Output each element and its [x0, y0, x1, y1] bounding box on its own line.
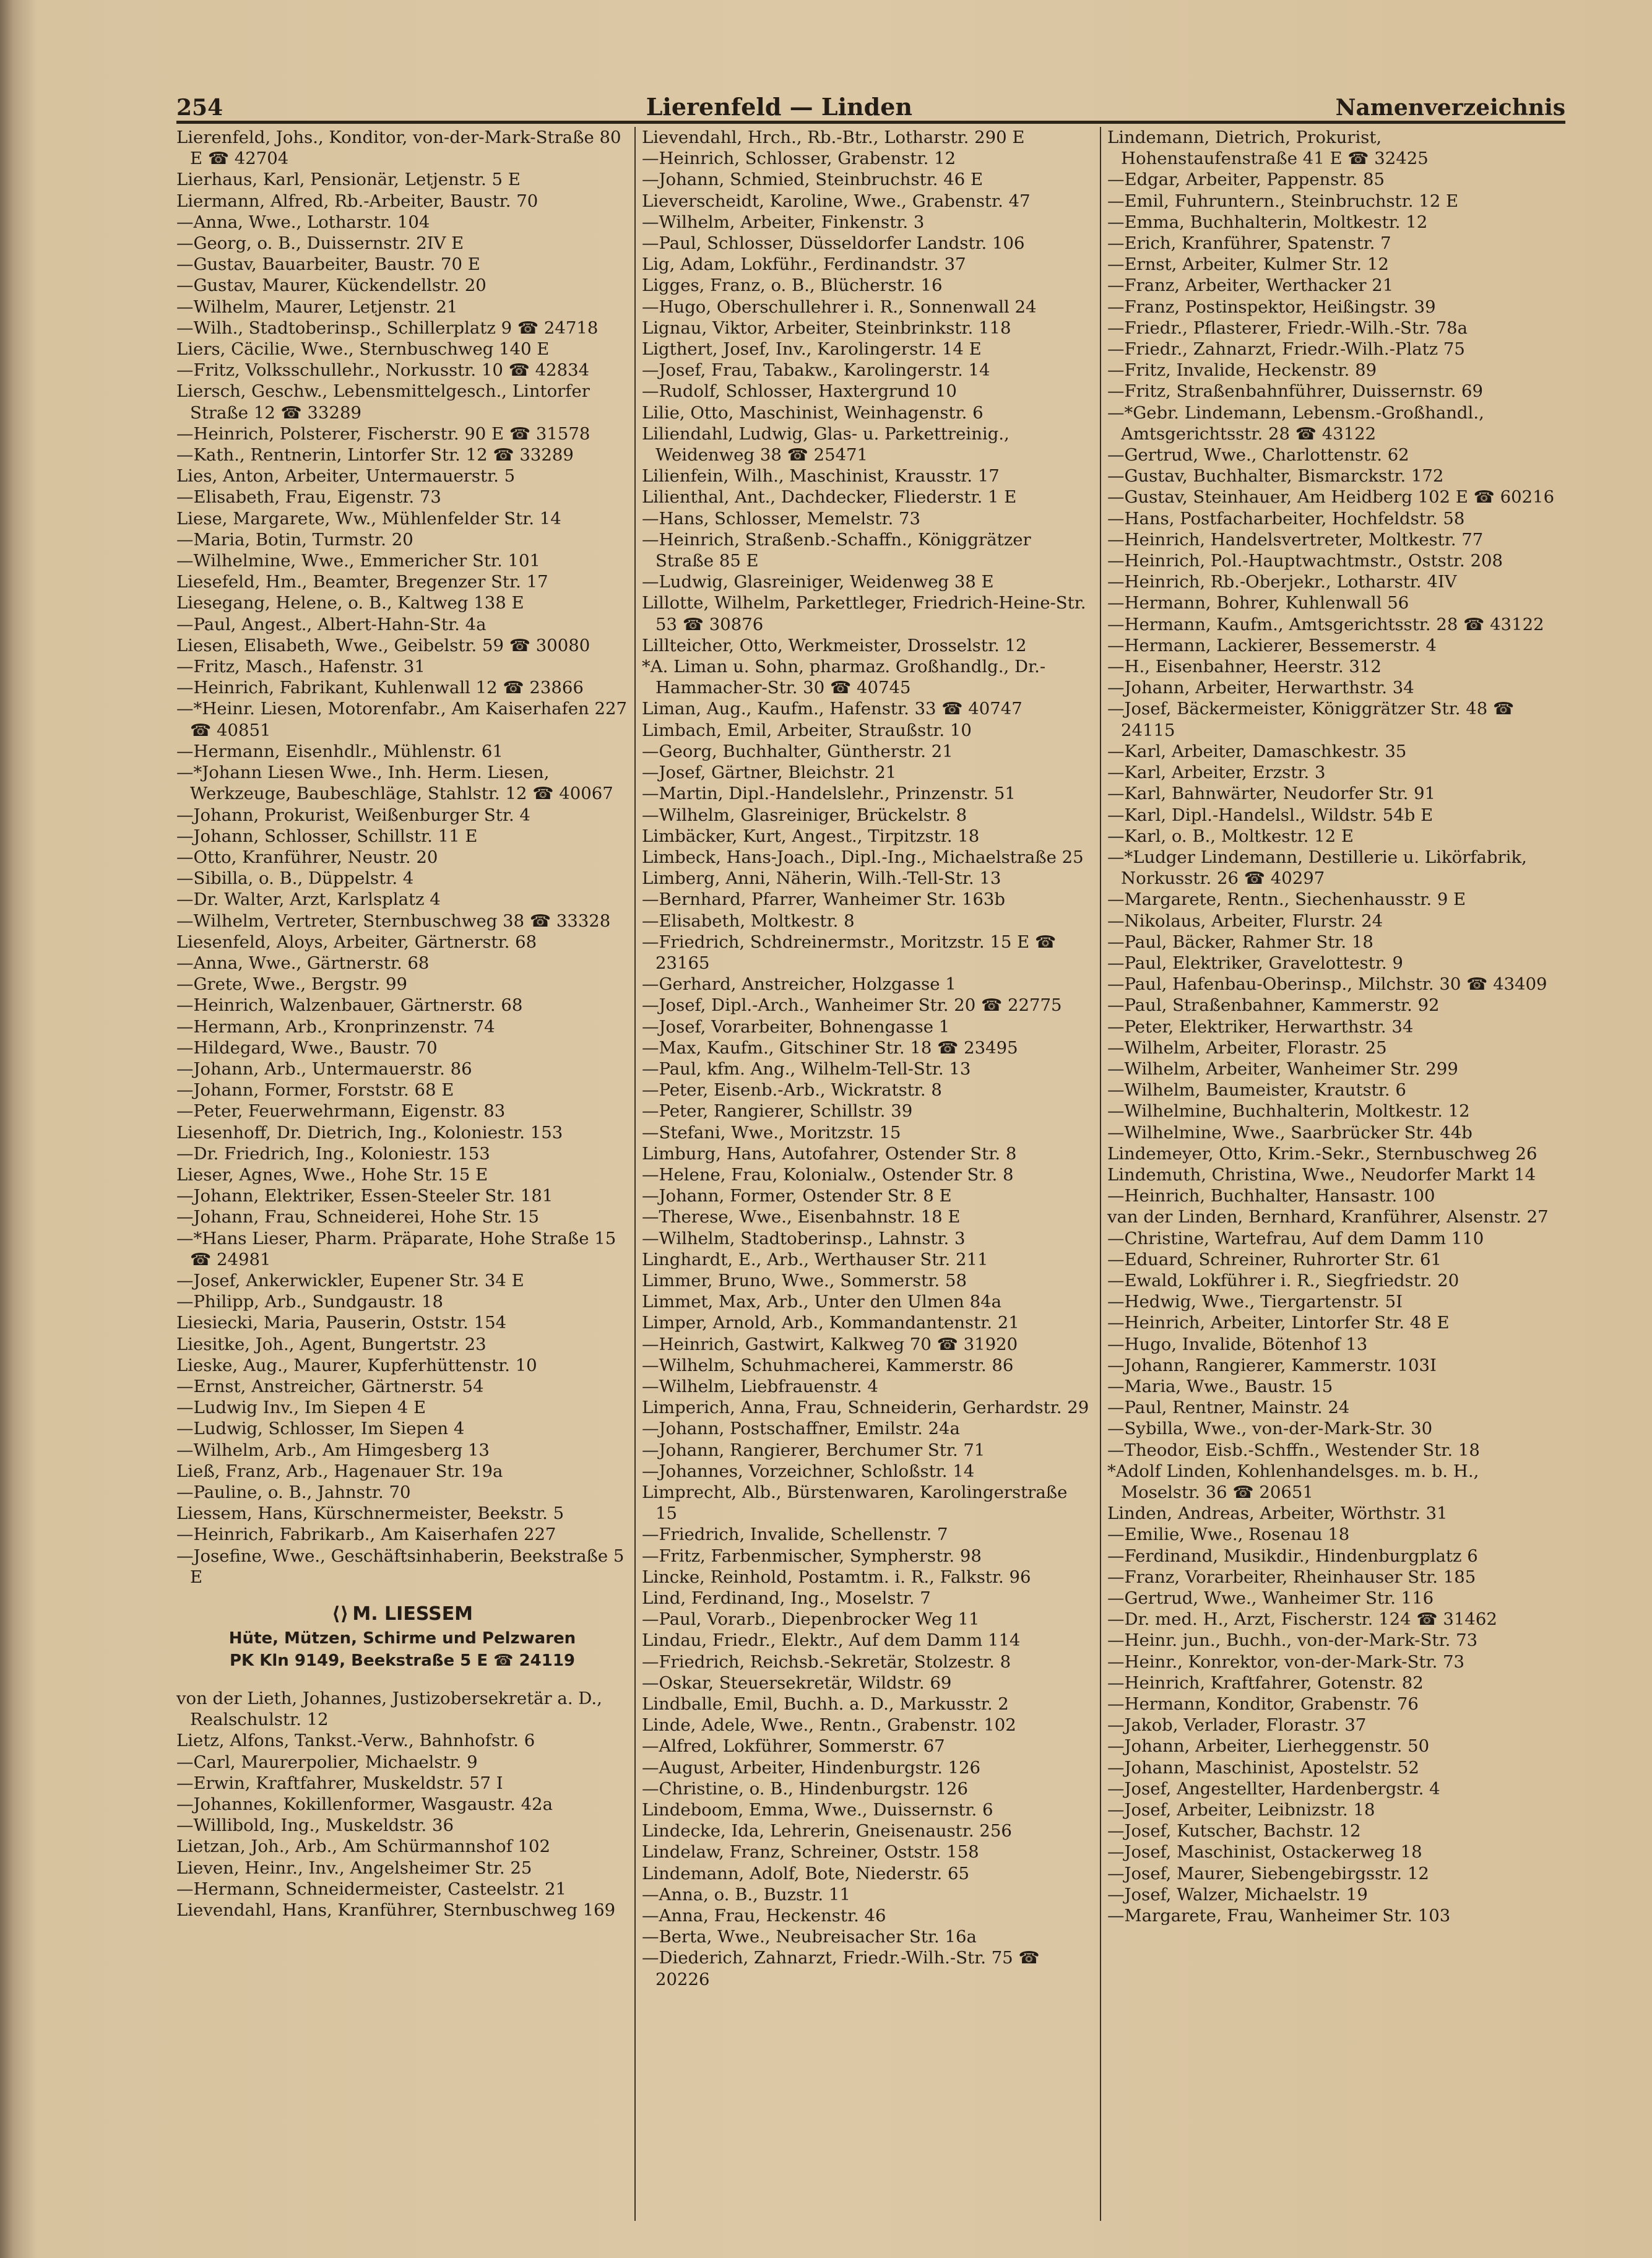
- directory-entry: Liesen, Elisabeth, Wwe., Geibelstr. 59 ☎ 30080: [176, 635, 590, 655]
- directory-entry: —Hermann, Eisenhdlr., Mühlenstr. 61: [176, 741, 503, 761]
- directory-entry: —Sybilla, Wwe., von-der-Mark-Str. 30: [1107, 1419, 1433, 1439]
- directory-entry: Liermann, Alfred, Rb.-Arbeiter, Baustr. 70: [176, 191, 538, 211]
- directory-entry: —Ferdinand, Musikdir., Hindenburgplatz 6: [1107, 1546, 1478, 1566]
- directory-entry: Limburg, Hans, Autofahrer, Ostender Str. 8: [642, 1143, 1017, 1164]
- directory-entry: —Anna, Frau, Heckenstr. 46: [642, 1906, 886, 1926]
- directory-entry: —Ludwig, Glasreiniger, Weidenweg 38 E: [642, 572, 994, 592]
- directory-entry: —Rudolf, Schlosser, Haxtergrund 10: [642, 381, 957, 402]
- directory-entry: —Gustav, Steinhauer, Am Heidberg 102 E ☎ 60216: [1107, 487, 1555, 508]
- directory-entry: —Paul, Rentner, Mainstr. 24: [1107, 1398, 1350, 1418]
- directory-entry: Lilienfein, Wilh., Maschinist, Krausstr. 17: [642, 466, 1000, 487]
- directory-entry: —Maria, Botin, Turmstr. 20: [176, 529, 413, 550]
- directory-entry: Limperich, Anna, Frau, Schneiderin, Gerhardstr. 29: [642, 1398, 1089, 1418]
- directory-entry: —Friedr., Pflasterer, Friedr.-Wilh.-Str. 78a: [1107, 318, 1468, 338]
- directory-entry: —Eduard, Schreiner, Ruhrorter Str. 61: [1107, 1249, 1442, 1270]
- directory-entry: —Franz, Postinspektor, Heißingstr. 39: [1107, 296, 1436, 317]
- directory-entry: —Josef, Arbeiter, Leibnizstr. 18: [1107, 1800, 1375, 1820]
- directory-entry: —Johannes, Vorzeichner, Schloßstr. 14: [642, 1461, 975, 1481]
- directory-entry: Lindemuth, Christina, Wwe., Neudorfer Markt 14: [1107, 1164, 1536, 1185]
- directory-entry: —Emil, Fuhruntern., Steinbruchstr. 12 E: [1107, 191, 1459, 211]
- directory-entry: —Erwin, Kraftfahrer, Muskeldstr. 57 I: [176, 1773, 503, 1793]
- directory-entry: —Peter, Elektriker, Herwarthstr. 34: [1107, 1016, 1414, 1037]
- directory-entry: Lincke, Reinhold, Postamtm. i. R., Falkstr. 96: [642, 1567, 1031, 1587]
- directory-entry: —Josef, Dipl.-Arch., Wanheimer Str. 20 ☎ 22775: [642, 995, 1062, 1016]
- directory-entry: —Wilhelm, Stadtoberinsp., Lahnstr. 3: [642, 1228, 966, 1248]
- directory-entry: —Johann, Arb., Untermauerstr. 86: [176, 1058, 472, 1079]
- directory-entry: —Johann, Maschinist, Apostelstr. 52: [1107, 1757, 1419, 1778]
- directory-entry: —*Gebr. Lindemann, Lebensm.-Großhandl., Amtsgerichtsstr. 28 ☎ 43122: [1107, 402, 1484, 444]
- directory-entry: —Josef, Frau, Tabakw., Karolingerstr. 14: [642, 360, 990, 381]
- directory-entry: —Fritz, Volksschullehr., Norkusstr. 10 ☎ 42834: [176, 360, 590, 381]
- directory-entry: —Wilhelm, Baumeister, Krautstr. 6: [1107, 1080, 1406, 1101]
- directory-entry: —Gustav, Bauarbeiter, Baustr. 70 E: [176, 254, 480, 275]
- directory-entry: —Dr. Walter, Arzt, Karlsplatz 4: [176, 889, 441, 910]
- directory-entry: —Hermann, Arb., Kronprinzenstr. 74: [176, 1016, 495, 1037]
- directory-entry: —Ludwig Inv., Im Siepen 4 E: [176, 1398, 426, 1418]
- directory-entry: —Johann, Elektriker, Essen-Steeler Str. 181: [176, 1186, 553, 1206]
- directory-entry: —Hans, Postfacharbeiter, Hochfeldstr. 58: [1107, 508, 1465, 529]
- directory-entry: Lindelaw, Franz, Schreiner, Oststr. 158: [642, 1842, 979, 1862]
- directory-entry: —Fritz, Straßenbahnführer, Duissernstr. 69: [1107, 381, 1484, 402]
- directory-entry: Lieser, Agnes, Wwe., Hohe Str. 15 E: [176, 1164, 488, 1185]
- directory-entry: —Gustav, Buchhalter, Bismarckstr. 172: [1107, 466, 1444, 487]
- directory-entry: —Friedr., Zahnarzt, Friedr.-Wilh.-Platz 75: [1107, 339, 1465, 360]
- directory-entry: —Erich, Kranführer, Spatenstr. 7: [1107, 233, 1391, 254]
- directory-entry: —Paul, Vorarb., Diepenbrocker Weg 11: [642, 1609, 980, 1630]
- directory-entry: —Bernhard, Pfarrer, Wanheimer Str. 163b: [642, 889, 1006, 910]
- directory-entry: Lievendahl, Hans, Kranführer, Sternbuschweg 169: [176, 1900, 616, 1921]
- directory-entry: —Wilhelm, Liebfrauenstr. 4: [642, 1376, 878, 1396]
- directory-entry: Liersch, Geschw., Lebensmittelgesch., Lintorfer Straße 12 ☎ 33289: [176, 381, 590, 423]
- directory-entry: Lignau, Viktor, Arbeiter, Steinbrinkstr. 118: [642, 318, 1011, 338]
- directory-entry: —Gertrud, Wwe., Wanheimer Str. 116: [1107, 1588, 1434, 1609]
- directory-entry: —Johann, Schmied, Steinbruchstr. 46 E: [642, 170, 984, 190]
- column-1: [176, 127, 636, 2221]
- directory-entry: Lindemann, Dietrich, Prokurist, Hohenstaufenstraße 41 E ☎ 32425: [1107, 128, 1429, 169]
- directory-entry: —Edgar, Arbeiter, Pappenstr. 85: [1107, 170, 1385, 190]
- directory-entry: —Kath., Rentnerin, Lintorfer Str. 12 ☎ 33289: [176, 445, 574, 465]
- directory-entry: —Paul, Hafenbau-Oberinsp., Milchstr. 30 ☎ 43409: [1107, 974, 1547, 995]
- directory-entry: —Hildegard, Wwe., Baustr. 70: [176, 1037, 438, 1058]
- directory-entry: —Paul, Bäcker, Rahmer Str. 18: [1107, 932, 1373, 952]
- directory-entry: Liessem, Hans, Kürschnermeister, Beekstr. 5: [176, 1503, 564, 1524]
- directory-entry: —Wilhelmine, Buchhalterin, Moltkestr. 12: [1107, 1101, 1470, 1122]
- directory-entry: —Paul, kfm. Ang., Wilhelm-Tell-Str. 13: [642, 1058, 971, 1079]
- directory-entry: —Hans, Schlosser, Memelstr. 73: [642, 508, 920, 529]
- directory-entry: —Johann, Rangierer, Berchumer Str. 71: [642, 1440, 985, 1460]
- directory-entry: —Johann, Former, Ostender Str. 8 E: [642, 1186, 952, 1206]
- directory-entry: Limbach, Emil, Arbeiter, Straußstr. 10: [642, 720, 972, 740]
- directory-entry: —Johann, Postschaffner, Emilstr. 24a: [642, 1419, 960, 1439]
- directory-entry: —Hermann, Kaufm., Amtsgerichtsstr. 28 ☎ 43122: [1107, 614, 1544, 634]
- directory-entry: —Emilie, Wwe., Rosenau 18: [1107, 1525, 1350, 1545]
- directory-entry: Lilie, Otto, Maschinist, Weinhagenstr. 6: [642, 402, 984, 423]
- directory-entry: —Sibilla, o. B., Düppelstr. 4: [176, 868, 414, 889]
- directory-entry: —*Johann Liesen Wwe., Inh. Herm. Liesen, Werkzeuge, Baubeschläge, Stahlstr. 12 ☎ 40067: [176, 763, 613, 804]
- directory-entry: Liesitke, Joh., Agent, Bungertstr. 23: [176, 1334, 487, 1354]
- directory-entry: —Max, Kaufm., Gitschiner Str. 18 ☎ 23495: [642, 1037, 1018, 1058]
- directory-entry: Lies, Anton, Arbeiter, Untermauerstr. 5: [176, 466, 516, 487]
- liessem-advertisement: [176, 1601, 628, 1672]
- directory-entry: —Hermann, Konditor, Grabenstr. 76: [1107, 1694, 1419, 1715]
- directory-entry: —Ludwig, Schlosser, Im Siepen 4: [176, 1419, 465, 1439]
- directory-entry: —Therese, Wwe., Eisenbahnstr. 18 E: [642, 1207, 961, 1227]
- directory-entry: —Hugo, Oberschullehrer i. R., Sonnenwall 24: [642, 296, 1037, 317]
- directory-entry: Lilienthal, Ant., Dachdecker, Fliederstr. 1 E: [642, 487, 1017, 508]
- directory-entry: Ligthert, Josef, Inv., Karolingerstr. 14 E: [642, 339, 982, 360]
- directory-entry: —H., Eisenbahner, Heerstr. 312: [1107, 657, 1382, 677]
- directory-entry: *Adolf Linden, Kohlenhandelsges. m. b. H., Moselstr. 36 ☎ 20651: [1107, 1461, 1479, 1502]
- directory-entry: —Ewald, Lokführer i. R., Siegfriedstr. 20: [1107, 1270, 1460, 1291]
- ad-products: Hüte, Mützen, Schirme und Pelzwaren: [228, 1629, 576, 1648]
- directory-entry: —Fritz, Invalide, Heckenstr. 89: [1107, 360, 1377, 381]
- directory-entry: Ließ, Franz, Arb., Hagenauer Str. 19a: [176, 1461, 503, 1481]
- column-1-entries-bottom: [176, 1688, 628, 1921]
- directory-entry: —Jakob, Verlader, Florastr. 37: [1107, 1715, 1367, 1736]
- directory-entry: —Johann, Prokurist, Weißenburger Str. 4: [176, 805, 530, 825]
- directory-entry: —Heinrich, Kraftfahrer, Gotenstr. 82: [1107, 1672, 1424, 1693]
- directory-entry: Lieske, Aug., Maurer, Kupferhüttenstr. 10: [176, 1355, 537, 1375]
- directory-entry: —Berta, Wwe., Neubreisacher Str. 16a: [642, 1927, 977, 1947]
- page-title: Lierenfeld — Linden: [646, 93, 913, 121]
- directory-entry: —Heinrich, Pol.-Hauptwachtmstr., Oststr. 208: [1107, 551, 1503, 571]
- directory-entry: —Anna, o. B., Buzstr. 11: [642, 1884, 850, 1905]
- directory-entry: —Wilhelm, Vertreter, Sternbuschweg 38 ☎ 33328: [176, 911, 611, 931]
- directory-entry: —Josefine, Wwe., Geschäftsinhaberin, Beekstraße 5 E: [176, 1546, 625, 1587]
- directory-entry: —Georg, Buchhalter, Güntherstr. 21: [642, 741, 953, 761]
- directory-entry: Limper, Arnold, Arb., Kommandantenstr. 21: [642, 1313, 1019, 1333]
- directory-entry: —Theodor, Eisb.-Schffn., Westender Str. 18: [1107, 1440, 1480, 1460]
- directory-entry: —Karl, Arbeiter, Damaschkestr. 35: [1107, 741, 1407, 761]
- directory-entry: —Helene, Frau, Kolonialw., Ostender Str. 8: [642, 1164, 1014, 1185]
- directory-entry: —Josef, Ankerwickler, Eupener Str. 34 E: [176, 1270, 524, 1291]
- directory-entry: —Johann, Former, Forststr. 68 E: [176, 1080, 454, 1101]
- directory-entry: —Hugo, Invalide, Bötenhof 13: [1107, 1334, 1368, 1354]
- directory-entry: Lindemeyer, Otto, Krim.-Sekr., Sternbuschweg 26: [1107, 1143, 1537, 1164]
- directory-entry: —Stefani, Wwe., Moritzstr. 15: [642, 1122, 901, 1143]
- directory-entry: —Alfred, Lokführer, Sommerstr. 67: [642, 1736, 945, 1757]
- directory-entry: —Josef, Bäckermeister, Königgrätzer Str. 48 ☎ 24115: [1107, 699, 1515, 740]
- directory-entry: —Willibold, Ing., Muskeldstr. 36: [176, 1815, 454, 1836]
- directory-entry: —Anna, Wwe., Gärtnerstr. 68: [176, 953, 430, 973]
- directory-entry: —Heinrich, Handelsvertreter, Moltkestr. 77: [1107, 529, 1484, 550]
- directory-entry: —Heinrich, Rb.-Oberjekr., Lotharstr. 4IV: [1107, 572, 1457, 592]
- ad-address: PK Kln 9149, Beekstraße 5 E ☎ 24119: [229, 1651, 576, 1671]
- directory-entry: Lind, Ferdinand, Ing., Moselstr. 7: [642, 1588, 931, 1609]
- directory-entry: —Josef, Angestellter, Hardenbergstr. 4: [1107, 1778, 1440, 1799]
- directory-entry: —Christine, Wartefrau, Auf dem Damm 110: [1107, 1228, 1484, 1248]
- directory-entry: Lievendahl, Hrch., Rb.-Btr., Lotharstr. 290 E: [642, 128, 1025, 147]
- directory-entry: Lillotte, Wilhelm, Parkettleger, Friedrich-Heine-Str. 53 ☎ 30876: [642, 593, 1086, 634]
- directory-entry: —Josef, Vorarbeiter, Bohnengasse 1: [642, 1016, 950, 1037]
- directory-entry: —Heinrich, Straßenb.-Schaffn., Königgrätzer Straße 85 E: [642, 529, 1031, 571]
- directory-entry: Liers, Cäcilie, Wwe., Sternbuschweg 140 E: [176, 339, 550, 360]
- directory-entry: —Gerhard, Anstreicher, Holzgasse 1: [642, 974, 956, 995]
- directory-entry: —Franz, Arbeiter, Werthacker 21: [1107, 275, 1394, 296]
- directory-entry: —Josef, Maschinist, Ostackerweg 18: [1107, 1842, 1422, 1862]
- directory-entry: —Georg, o. B., Duissernstr. 2IV E: [176, 233, 464, 254]
- directory-entry: —Carl, Maurerpolier, Michaelstr. 9: [176, 1752, 478, 1772]
- directory-entry: Lindau, Friedr., Elektr., Auf dem Damm 114: [642, 1630, 1021, 1651]
- directory-entry: —Oskar, Steuersekretär, Wildstr. 69: [642, 1672, 952, 1693]
- directory-entry: —Wilhelm, Arbeiter, Finkenstr. 3: [642, 212, 925, 232]
- directory-entry: —Wilhelmine, Wwe., Saarbrücker Str. 44b: [1107, 1122, 1473, 1143]
- directory-entry: —Philipp, Arb., Sundgaustr. 18: [176, 1292, 443, 1312]
- directory-entry: *A. Liman u. Sohn, pharmaz. Großhandlg., Dr.-Hammacher-Str. 30 ☎ 40745: [642, 657, 1046, 698]
- directory-entry: —Johann, Arbeiter, Lierheggenstr. 50: [1107, 1736, 1430, 1757]
- directory-entry: —Margarete, Frau, Wanheimer Str. 103: [1107, 1906, 1451, 1926]
- directory-entry: Linde, Adele, Wwe., Rentn., Grabenstr. 102: [642, 1715, 1016, 1736]
- directory-entry: —Wilhelm, Maurer, Letjenstr. 21: [176, 296, 458, 317]
- directory-entry: Lieverscheidt, Karoline, Wwe., Grabenstr. 47: [642, 191, 1031, 211]
- directory-entry: —Margarete, Rentn., Siechenhausstr. 9 E: [1107, 889, 1466, 910]
- directory-entry: —August, Arbeiter, Hindenburgstr. 126: [642, 1757, 981, 1778]
- directory-entry: —Friedrich, Reichsb.-Sekretär, Stolzestr. 8: [642, 1651, 1011, 1672]
- directory-entry: Lindeboom, Emma, Wwe., Duissernstr. 6: [642, 1800, 993, 1820]
- directory-entry: —*Heinr. Liesen, Motorenfabr., Am Kaiserhafen 227 ☎ 40851: [176, 699, 627, 740]
- directory-entry: —Karl, Dipl.-Handelsl., Wildstr. 54b E: [1107, 805, 1434, 825]
- column-3: [1101, 127, 1565, 2221]
- directory-entry: —*Ludger Lindemann, Destillerie u. Likörfabrik, Norkusstr. 26 ☎ 40297: [1107, 847, 1527, 889]
- directory-entry: —Pauline, o. B., Jahnstr. 70: [176, 1482, 411, 1502]
- directory-entry: —Franz, Vorarbeiter, Rheinhauser Str. 185: [1107, 1567, 1476, 1587]
- directory-entry: —Grete, Wwe., Bergstr. 99: [176, 974, 407, 995]
- directory-entry: Lillteicher, Otto, Werkmeister, Drosselstr. 12: [642, 635, 1027, 655]
- directory-entry: —Nikolaus, Arbeiter, Flurstr. 24: [1107, 911, 1383, 931]
- directory-entry: Liesefeld, Hm., Beamter, Bregenzer Str. 17: [176, 572, 548, 592]
- directory-entry: Limbeck, Hans-Joach., Dipl.-Ing., Michaelstraße 25: [642, 847, 1084, 867]
- directory-entry: —Martin, Dipl.-Handelslehr., Prinzenstr. 51: [642, 784, 1016, 804]
- directory-entry: —Paul, Elektriker, Gravelottestr. 9: [1107, 953, 1403, 973]
- directory-entry: Lierenfeld, Johs., Konditor, von-der-Mark-Straße 80 E ☎ 42704: [176, 128, 621, 169]
- hat-logo-icon: ⟨⟩: [331, 1603, 349, 1625]
- directory-entry: —Hermann, Schneidermeister, Casteelstr. 21: [176, 1879, 566, 1899]
- directory-entry: —Hedwig, Wwe., Tiergartenstr. 5I: [1107, 1292, 1403, 1312]
- directory-entry: —Gertrud, Wwe., Charlottenstr. 62: [1107, 445, 1409, 465]
- directory-entry: —Heinrich, Polsterer, Fischerstr. 90 E ☎ 31578: [176, 423, 590, 444]
- directory-entry: Liesenhoff, Dr. Dietrich, Ing., Koloniestr. 153: [176, 1122, 563, 1143]
- directory-entry: van der Linden, Bernhard, Kranführer, Alsenstr. 27: [1107, 1207, 1549, 1227]
- directory-entry: —Heinrich, Fabrikarb., Am Kaiserhafen 227: [176, 1525, 556, 1545]
- directory-entry: —Friedrich, Schdreinermstr., Moritzstr. 15 E ☎ 23165: [642, 932, 1057, 973]
- directory-entry: Limmer, Bruno, Wwe., Sommerstr. 58: [642, 1270, 967, 1291]
- directory-entry: Liesiecki, Maria, Pauserin, Oststr. 154: [176, 1313, 507, 1333]
- page-header: [176, 84, 1565, 124]
- directory-entry: —*Hans Lieser, Pharm. Präparate, Hohe Straße 15 ☎ 24981: [176, 1228, 616, 1270]
- directory-entry: Lig, Adam, Lokführ., Ferdinandstr. 37: [642, 254, 966, 275]
- directory-entry: —Josef, Walzer, Michaelstr. 19: [1107, 1884, 1368, 1905]
- directory-entry: —Josef, Kutscher, Bachstr. 12: [1107, 1821, 1361, 1841]
- directory-entry: —Dr. med. H., Arzt, Fischerstr. 124 ☎ 31462: [1107, 1609, 1497, 1630]
- directory-entry: —Wilhelm, Arb., Am Himgesberg 13: [176, 1440, 490, 1460]
- column-2: [636, 127, 1101, 2221]
- ad-company: ⟨⟩ M. LIESSEM: [176, 1601, 628, 1627]
- directory-entry: —Karl, Bahnwärter, Neudorfer Str. 91: [1107, 784, 1436, 804]
- directory-entry: —Ernst, Arbeiter, Kulmer Str. 12: [1107, 254, 1389, 275]
- directory-entry: Linden, Andreas, Arbeiter, Wörthstr. 31: [1107, 1503, 1448, 1524]
- directory-entry: —Paul, Straßenbahner, Kammerstr. 92: [1107, 995, 1440, 1016]
- section-title: Namenverzeichnis: [1335, 95, 1565, 121]
- directory-entry: Lieven, Heinr., Inv., Angelsheimer Str. 25: [176, 1858, 532, 1878]
- columns: [176, 127, 1565, 2221]
- directory-entry: —Maria, Wwe., Baustr. 15: [1107, 1376, 1333, 1396]
- directory-entry: —Elisabeth, Moltkestr. 8: [642, 911, 855, 931]
- directory-entry: —Wilhelm, Arbeiter, Florastr. 25: [1107, 1037, 1387, 1058]
- directory-entry: —Johann, Arbeiter, Herwarthstr. 34: [1107, 678, 1414, 698]
- directory-entry: —Johann, Rangierer, Kammerstr. 103I: [1107, 1355, 1437, 1375]
- directory-entry: —Johann, Frau, Schneiderei, Hohe Str. 15: [176, 1207, 539, 1227]
- directory-entry: Liese, Margarete, Ww., Mühlenfelder Str. 14: [176, 508, 561, 529]
- directory-entry: Lierhaus, Karl, Pensionär, Letjenstr. 5 E: [176, 170, 521, 190]
- directory-entry: Limmet, Max, Arb., Unter den Ulmen 84a: [642, 1292, 1001, 1312]
- directory-entry: —Josef, Gärtner, Bleichstr. 21: [642, 763, 897, 783]
- directory-entry: —Gustav, Maurer, Kückendellstr. 20: [176, 275, 487, 296]
- directory-entry: Lietz, Alfons, Tankst.-Verw., Bahnhofstr. 6: [176, 1731, 535, 1751]
- directory-entry: —Ernst, Anstreicher, Gärtnerstr. 54: [176, 1376, 484, 1396]
- directory-entry: Lindecke, Ida, Lehrerin, Gneisenaustr. 256: [642, 1821, 1012, 1841]
- directory-entry: Linghardt, E., Arb., Werthauser Str. 211: [642, 1249, 988, 1270]
- directory-entry: Limberg, Anni, Näherin, Wilh.-Tell-Str. 13: [642, 868, 1001, 889]
- directory-entry: —Hermann, Lackierer, Bessemerstr. 4: [1107, 635, 1437, 655]
- directory-entry: Liesegang, Helene, o. B., Kaltweg 138 E: [176, 593, 524, 613]
- directory-entry: Liesenfeld, Aloys, Arbeiter, Gärtnerstr. 68: [176, 932, 537, 952]
- directory-entry: —Heinrich, Buchhalter, Hansastr. 100: [1107, 1186, 1435, 1206]
- directory-entry: —Dr. Friedrich, Ing., Koloniestr. 153: [176, 1143, 490, 1164]
- directory-entry: —Diederich, Zahnarzt, Friedr.-Wilh.-Str. 75 ☎ 20226: [642, 1948, 1040, 1989]
- directory-entry: —Hermann, Bohrer, Kuhlenwall 56: [1107, 593, 1409, 613]
- directory-entry: —Peter, Rangierer, Schillstr. 39: [642, 1101, 913, 1122]
- directory-entry: —Peter, Feuerwehrmann, Eigenstr. 83: [176, 1101, 506, 1122]
- directory-entry: —Anna, Wwe., Lotharstr. 104: [176, 212, 430, 232]
- directory-entry: Liman, Aug., Kaufm., Hafenstr. 33 ☎ 40747: [642, 699, 1023, 719]
- directory-entry: —Karl, o. B., Moltkestr. 12 E: [1107, 826, 1354, 846]
- directory-entry: —Wilhelmine, Wwe., Emmericher Str. 101: [176, 551, 541, 571]
- directory-entry: —Otto, Kranführer, Neustr. 20: [176, 847, 438, 867]
- directory-entry: —Friedrich, Invalide, Schellenstr. 7: [642, 1525, 948, 1545]
- directory-entry: Ligges, Franz, o. B., Blücherstr. 16: [642, 275, 943, 296]
- column-1-entries-top: [176, 127, 628, 1588]
- directory-entry: —Emma, Buchhalterin, Moltkestr. 12: [1107, 212, 1428, 232]
- directory-entry: Limbäcker, Kurt, Angest., Tirpitzstr. 18: [642, 826, 980, 846]
- directory-entry: —Wilhelm, Glasreiniger, Brückelstr. 8: [642, 805, 967, 825]
- directory-entry: —Wilhelm, Arbeiter, Wanheimer Str. 299: [1107, 1058, 1458, 1079]
- directory-entry: —Fritz, Masch., Hafenstr. 31: [176, 657, 425, 677]
- directory-entry: —Heinrich, Fabrikant, Kuhlenwall 12 ☎ 23866: [176, 678, 584, 698]
- directory-entry: —Wilh., Stadtoberinsp., Schillerplatz 9 ☎ 24718: [176, 318, 599, 338]
- directory-entry: —Johannes, Kokillenformer, Wasgaustr. 42a: [176, 1794, 553, 1815]
- directory-entry: Limprecht, Alb., Bürstenwaren, Karolingerstraße 15: [642, 1482, 1068, 1524]
- directory-entry: Liliendahl, Ludwig, Glas- u. Parkettreinig., Weidenweg 38 ☎ 25471: [642, 423, 1010, 465]
- directory-entry: —Heinrich, Gastwirt, Kalkweg 70 ☎ 31920: [642, 1334, 1018, 1354]
- page-number: 254: [176, 95, 223, 121]
- directory-entry: —Heinr., Konrektor, von-der-Mark-Str. 73: [1107, 1651, 1465, 1672]
- directory-entry: Lindballe, Emil, Buchh. a. D., Markusstr. 2: [642, 1694, 1009, 1715]
- directory-entry: von der Lieth, Johannes, Justizobersekretär a. D., Realschulstr. 12: [176, 1689, 602, 1730]
- directory-entry: —Heinrich, Schlosser, Grabenstr. 12: [642, 149, 956, 169]
- directory-entry: —Paul, Schlosser, Düsseldorfer Landstr. 106: [642, 233, 1025, 254]
- directory-entry: —Johann, Schlosser, Schillstr. 11 E: [176, 826, 478, 846]
- directory-entry: —Heinr. jun., Buchh., von-der-Mark-Str. 73: [1107, 1630, 1478, 1651]
- directory-entry: —Elisabeth, Frau, Eigenstr. 73: [176, 487, 441, 508]
- directory-entry: Lietzan, Joh., Arb., Am Schürmannshof 102: [176, 1836, 550, 1857]
- directory-entry: —Paul, Angest., Albert-Hahn-Str. 4a: [176, 614, 487, 634]
- directory-entry: Lindemann, Adolf, Bote, Niederstr. 65: [642, 1863, 970, 1884]
- directory-entry: —Fritz, Farbenmischer, Sympherstr. 98: [642, 1546, 982, 1566]
- directory-entry: —Wilhelm, Schuhmacherei, Kammerstr. 86: [642, 1355, 1014, 1375]
- directory-entry: —Peter, Eisenb.-Arb., Wickratstr. 8: [642, 1080, 942, 1101]
- directory-entry: —Karl, Arbeiter, Erzstr. 3: [1107, 763, 1326, 783]
- directory-entry: —Josef, Maurer, Siebengebirgsstr. 12: [1107, 1863, 1429, 1884]
- directory-entry: —Heinrich, Arbeiter, Lintorfer Str. 48 E: [1107, 1313, 1450, 1333]
- directory-entry: —Heinrich, Walzenbauer, Gärtnerstr. 68: [176, 995, 523, 1016]
- directory-entry: —Christine, o. B., Hindenburgstr. 126: [642, 1778, 969, 1799]
